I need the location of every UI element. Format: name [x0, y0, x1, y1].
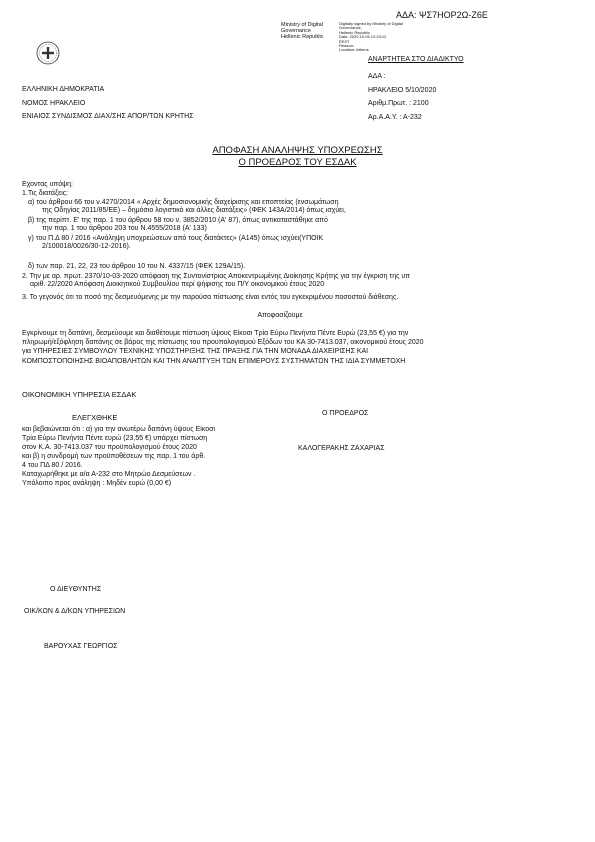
- header-left: [22, 83, 194, 124]
- consideration-item-2: 2. Την με αρ. πρωτ. 2370/10-03-2020 απόφαση της Συντονίστριας Αποκεντρωμένης Διοίκησης Κρήτης για την έγκριση της υπ: [22, 273, 411, 280]
- checked-line: και β) η συνδρομή των προϋποθέσεων της παρ. 1 του άρθ.: [22, 453, 206, 460]
- header-right-line: Αριθμ.Πρωτ. : 2100: [368, 100, 429, 107]
- signature-details: [339, 22, 403, 53]
- header-left-line: ΝΟΜΟΣ ΗΡΑΚΛΕΙΟ: [22, 99, 86, 107]
- signature-entity-line: Ministry of Digital: [281, 22, 323, 28]
- checked-line: 4 του ΠΔ 80 / 2016.: [22, 462, 83, 469]
- checked-line: στον Κ.Α. 30-7413.037 του προϋπολογισμού έτους 2020: [22, 444, 197, 451]
- document-title: ΑΠΟΦΑΣΗ ΑΝΑΛΗΨΗΣ ΥΠΟΧΡΕΩΣΗΣ: [212, 145, 383, 156]
- director-label: Ο ΔΙΕΥΘΥΝΤΗΣ: [50, 586, 102, 593]
- consideration-item-2-cont: αριθ. 22/2020 Απόφαση Διοικητικού Συμβουλίου περί ψήφισης του Π/Υ οικονομικού έτους 2020: [30, 281, 325, 288]
- consideration-item-1b-cont: την παρ. 1 του άρθρου 203 του Ν.4555/2018 (Α' 133): [42, 225, 207, 232]
- checked-line: Υπόλοιπο προς ανάληψη : Μηδέν ευρώ (0,00 €): [22, 480, 172, 487]
- decision-line: ΚΟΜΠΟΣΤΟΠΟΙΗΣΗΣ ΒΙΟΑΠΟΒΛΗΤΩΝ ΚΑΙ ΤΗΝ ΑΝΑΠΤΥΞΗ ΤΩΝ ΕΠΙΜΕΡΟΥΣ ΣΥΣΤΗΜΑΤΩΝ ΤΗΣ ΙΔΙΑ ΣΥΜΜΕΤΟΧΗ: [22, 358, 406, 365]
- header-right-line: ΑΔΑ :: [368, 73, 386, 80]
- president-name: ΚΑΛΟΓΕΡΑΚΗΣ ΖΑΧΑΡΙΑΣ: [298, 445, 385, 452]
- header-right-line: ΗΡΑΚΛΕΙΟ 5/10/2020: [368, 86, 437, 94]
- signature-detail-line: Date: 2020.10.05 12:24:12: [339, 34, 387, 40]
- header-right-line: Αρ.Α.Α.Υ. : Α-232: [368, 113, 422, 121]
- signature-entity: [281, 22, 336, 40]
- document-subtitle: Ο ΠΡΟΕΔΡΟΣ ΤΟΥ ΕΣΔΑΚ: [238, 157, 357, 168]
- signature-detail-line: Reason:: [339, 43, 354, 49]
- consideration-item-1a: α) του άρθρου 66 του ν.4270/2014 « Αρχές δημοσιονομικής διαχείρισης και εποπτείας (ενσωμάτωση: [28, 199, 339, 206]
- header-left-line: ΕΛΛΗΝΙΚΗ ΔΗΜΟΚΡΑΤΙΑ: [22, 86, 105, 93]
- signature-entity-line: Hellenic Republic: [281, 34, 324, 40]
- posting-note: ΑΝΑΡΤΗΤΕΑ ΣΤΟ ΔΙΑΔΙΚΤΥΟ: [368, 56, 464, 63]
- signature-detail-line: Governance,: [339, 25, 362, 31]
- consideration-item-1a-cont: της Οδηγίας 2011/85/ΕΕ) – δημόσιο λογιστικό και άλλες διατάξεις» (ΦΕΚ 143Α/2014) όπως ισχύει,: [42, 207, 346, 214]
- hellenic-emblem-icon: [35, 40, 61, 66]
- consideration-item-1c-cont: 2/100018/0026/30-12-2016).: [42, 243, 131, 250]
- consideration-item-3: 3. Το γεγονός ότι το ποσό της δεσμευόμενης με την παρούσα πίστωσης είναι εντός του εγκεκριμένου ποσοστού διάθεσης.: [22, 294, 399, 301]
- checked-line: Τρία Εύρω Πενήντα Πέντε ευρώ (23,55 €) υπάρχει πίστωση: [22, 435, 208, 442]
- signature-detail-line: Location: Athens: [339, 47, 369, 53]
- header-left-line: ΕΝΙΑΙΟΣ ΣΥΝΔΙΣΜΟΣ ΔΙΑΧ/ΣΗΣ ΑΠΟΡ/ΤΩΝ ΚΡΗΤΗΣ: [22, 113, 194, 120]
- signature-detail-line: Hellenic Republic: [339, 29, 370, 35]
- signature-detail-line: Digitally signed by Ministry of Digital: [339, 21, 403, 26]
- decision-label: Αποφασίζουμε: [257, 312, 303, 319]
- consideration-item-1b: β) της περίπτ. Ε' της παρ. 1 του άρθρου 58 του ν. 3852/2010 (Α' 87), όπως αντικαταστάθηκε από: [28, 217, 328, 224]
- decision-line: για ΥΠΗΡΕΣΙΕΣ ΣΥΜΒΟΥΛΟΥ ΤΕΧΝΙΚΗΣ ΥΠΟΣΤΗΡΙΞΗΣ ΤΗΣ ΠΡΑΞΗΣ ΓΙΑ ΤΗΝ ΜΟΝΑΔΑ ΔΙΑΧΕΙΡΙΣΗΣ ΚΑΙ: [22, 348, 369, 355]
- consideration-item-1c: γ) του Π.Δ 80 / 2016 «Ανάληψη υποχρεώσεων από τους διατάκτες» (Α145) όπως ισχύει(ΥΠΟΙΚ: [28, 235, 324, 242]
- signature-detail-line: EEST: [339, 38, 350, 44]
- consideration-item-1: 1.Τις διατάξεις:: [22, 190, 69, 197]
- checked-details: [22, 425, 215, 488]
- checked-line: Καταχωρήθηκε με α/α Α-232 στο Μητρώο Δεσμεύσεων .: [22, 471, 196, 478]
- finance-service-heading: ΟΙΚΟΝΟΜΙΚΗ ΥΠΗΡΕΣΙΑ ΕΣΔΑΚ: [22, 390, 137, 399]
- considering-label: Εχοντας υπόψη:: [22, 181, 73, 188]
- director-service: ΟΙΚ/ΚΩΝ & Δ/ΚΩΝ ΥΠΗΡΕΣΙΩΝ: [24, 608, 126, 615]
- checked-label: ΕΛΕΓΧΘΗΚΕ: [72, 413, 118, 422]
- ada-code: ΑΔΑ: ΨΣ7ΗΟΡ2Ω-Ζ6Ε: [396, 10, 488, 20]
- header-right: [368, 70, 436, 124]
- consideration-item-1d: δ) των παρ. 21, 22, 23 του άρθρου 10 του Ν. 4337/15 (ΦΕΚ 129Α/15).: [28, 263, 246, 270]
- president-label: Ο ΠΡΟΕΔΡΟΣ: [322, 410, 369, 417]
- decision-line: πληρωμή/εξόφληση δαπάνης σε βάρος της πίστωσης του προυπολογισμού Εξόδων του ΚΑ 30-7413.037, οικονομικού έτους 2020: [22, 339, 424, 346]
- checked-line: και βεβαιώνεται ότι : α) για την ανωτέρω δαπάνη ύψους Είκοσι: [22, 426, 215, 433]
- decision-line: Εγκρίνουμε τη δαπάνη, δεσμεύουμε και διαθέτουμε πίστωση ύψους Είκοσι Τρία Εύρω Πενήντα Πέντε Ευρώ (23,55 €) για την: [22, 330, 409, 337]
- signature-entity-line: Governance: [281, 28, 311, 34]
- director-name: ΒΑΡΟΥΧΑΣ ΓΕΩΡΓΙΟΣ: [44, 643, 118, 650]
